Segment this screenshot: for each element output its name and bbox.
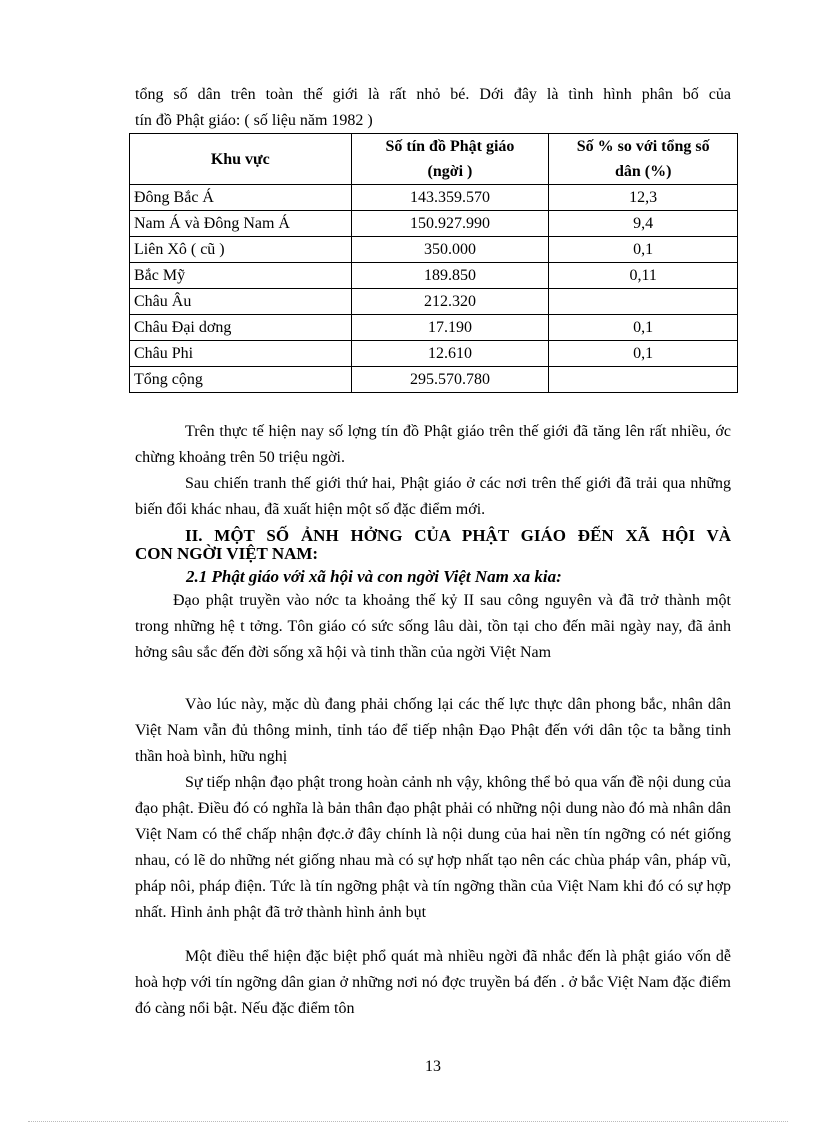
- cell-believers: 295.570.780: [351, 367, 549, 393]
- paragraph-3: Đạo phật truyền vào nớc ta khoảng thế kỷ II sau công nguyên và đã trở thành một trong những hệ t tởng. Tôn giáo có sức sống lâu dài, tồn tại cho đến mãi ngày nay, đã ảnh hởng sâu sắc đến đời sống xã hội và tinh thần của ngời Việt Nam: [135, 592, 731, 661]
- cell-believers: 189.850: [351, 263, 549, 289]
- table-row: [130, 237, 738, 263]
- table-header-row: [130, 134, 738, 185]
- cell-region: Bắc Mỹ: [130, 263, 352, 289]
- section-heading-line-2: CON NGỜI VIỆT NAM:: [135, 544, 319, 563]
- header-believers: Số tín đồ Phật giáo (ngời ): [351, 134, 549, 185]
- intro-paragraph: [135, 82, 731, 134]
- cell-percent: 9,4: [549, 211, 738, 237]
- cell-believers: 12.610: [351, 341, 549, 367]
- cell-percent: 0,1: [549, 315, 738, 341]
- table-row: [130, 211, 738, 237]
- cell-region: Châu Phi: [130, 341, 352, 367]
- cell-region: Châu Âu: [130, 289, 352, 315]
- paragraph-4: Vào lúc này, mặc dù đang phải chống lại các thế lực thực dân phong bắc, nhân dân Việt Nam vẫn đủ thông minh, tỉnh táo để tiếp nhận Đạo Phật đến với dân tộc ta bằng tinh thần hoà bình, hữu nghị: [135, 696, 731, 765]
- cell-percent: [549, 289, 738, 315]
- cell-region: Đông Bắc Á: [130, 185, 352, 211]
- page-number: 13: [425, 1058, 441, 1075]
- buddhist-distribution-table: [129, 133, 738, 393]
- header-percent: Số % so với tổng số dân (%): [549, 134, 738, 185]
- table-row: [130, 341, 738, 367]
- table-row-total: [130, 367, 738, 393]
- intro-line-1: tổng số dân trên toàn thế giới là rất nhỏ bé. Dới đây là tình hình phân bố của: [135, 86, 731, 103]
- paragraph-1: Trên thực tế hiện nay số lợng tín đồ Phật giáo trên thế giới đã tăng lên rất nhiều, ớc chừng khoảng trên 50 triệu ngời.: [135, 423, 731, 466]
- cell-region: Châu Đại dơng: [130, 315, 352, 341]
- cell-percent: 12,3: [549, 185, 738, 211]
- paragraph-2: Sau chiến tranh thế giới thứ hai, Phật giáo ở các nơi trên thế giới đã trải qua những biến đổi khác nhau, đã xuất hiện một số đặc điểm mới.: [135, 475, 731, 518]
- table-row: [130, 185, 738, 211]
- section-heading-line-1: II. MỘT SỐ ẢNH HỞNG CỦA PHẬT GIÁO ĐẾN XÃ HỘI VÀ: [185, 526, 731, 545]
- intro-line-2: tín đồ Phật giáo: ( số liệu năm 1982 ): [135, 112, 373, 129]
- table-row: [130, 289, 738, 315]
- paragraph-5: Sự tiếp nhận đạo phật trong hoàn cảnh nh vậy, không thể bỏ qua vấn đề nội dung của đạo phật. Điều đó có nghĩa là bản thân đạo phật phải có những nội dung nào đó mà nhân dân Việt Nam có thể chấp nhận đợc.ở đây chính là nội dung của hai nền tín ngỡng có nét giống nhau, có lẽ do những nét giống nhau mà có sự hợp nhất tạo nên các chùa pháp vân, pháp vũ, pháp nôi, pháp điện. Tức là tín ngỡng phật và tín ngỡng thần của Việt Nam khi đó có sự hợp nhất. Hình ảnh phật đã trở thành hình ảnh bụt: [135, 774, 731, 921]
- cell-percent: 0,1: [549, 237, 738, 263]
- table-row: [130, 315, 738, 341]
- subsection-heading: 2.1 Phật giáo với xã hội và con ngời Việt Nam xa kia:: [186, 567, 562, 586]
- cell-percent: [549, 367, 738, 393]
- page-bottom-divider: [28, 1121, 788, 1122]
- paragraph-6: Một điều thể hiện đặc biệt phổ quát mà nhiều ngời đã nhắc đến là phật giáo vốn dễ hoà hợp với tín ngỡng dân gian ở những nơi nó đợc truyền bá đến . ở bắc Việt Nam đặc điểm đó càng nổi bật. Nếu đặc điểm tôn: [135, 948, 731, 1017]
- header-region: Khu vực: [130, 134, 352, 185]
- table-row: [130, 263, 738, 289]
- cell-percent: 0,11: [549, 263, 738, 289]
- section-heading: [135, 527, 731, 563]
- cell-believers: 350.000: [351, 237, 549, 263]
- cell-region: Tổng cộng: [130, 367, 352, 393]
- cell-believers: 150.927.990: [351, 211, 549, 237]
- cell-believers: 17.190: [351, 315, 549, 341]
- cell-region: Liên Xô ( cũ ): [130, 237, 352, 263]
- cell-percent: 0,1: [549, 341, 738, 367]
- cell-believers: 212.320: [351, 289, 549, 315]
- cell-region: Nam Á và Đông Nam Á: [130, 211, 352, 237]
- cell-believers: 143.359.570: [351, 185, 549, 211]
